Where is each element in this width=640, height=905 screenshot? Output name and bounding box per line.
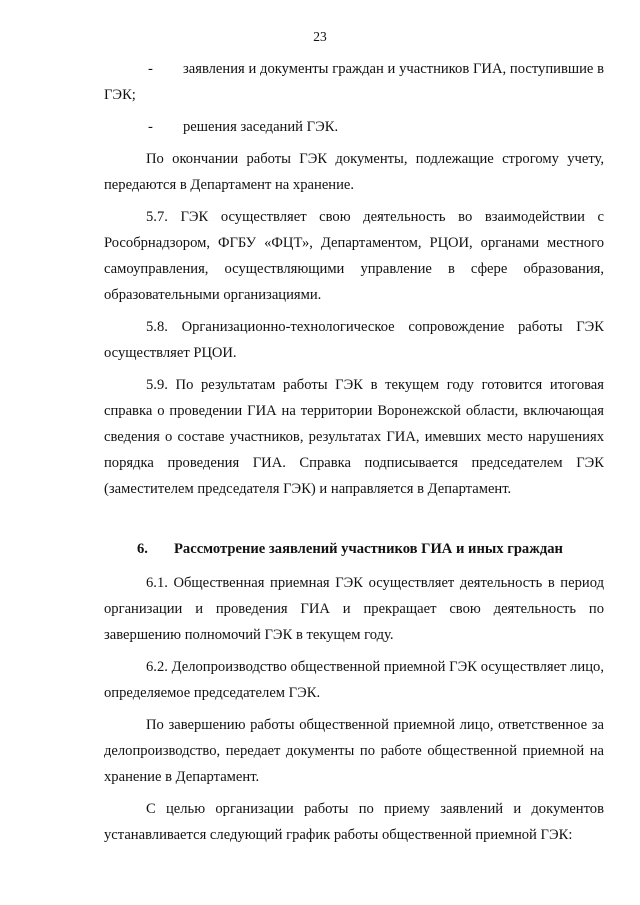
paragraph: По завершению работы общественной приемной лицо, ответственное за делопроизводство, передает документы по работе общественной приемной на хранение в Департамент. — [104, 717, 604, 785]
bullet-text: решения заседаний ГЭК. — [183, 119, 339, 135]
bullet-item — [104, 56, 604, 108]
bullet-marker: - — [148, 119, 153, 135]
bullet-marker: - — [148, 61, 153, 77]
paragraph-5-7: 5.7. ГЭК осуществляет свою деятельность во взаимодействии с Рособрнадзором, ФГБУ «ФЦТ», Департаментом, РЦОИ, органами местного самоуправления, осуществляющими управление в сфере образования, образовательными организациями. — [104, 209, 604, 303]
page-number: 23 — [313, 29, 327, 44]
paragraph-5-8: 5.8. Организационно-технологическое сопровождение работы ГЭК осуществляет РЦОИ. — [104, 319, 604, 361]
paragraph: По окончании работы ГЭК документы, подлежащие строгому учету, передаются в Департамент на хранение. — [104, 151, 604, 193]
paragraph-6-1: 6.1. Общественная приемная ГЭК осуществляет деятельность в период организации и проведения ГИА и прекращает свою деятельность по завершению полномочий ГЭК в текущем году. — [104, 575, 604, 643]
section-heading — [104, 536, 604, 562]
paragraph-5-9: 5.9. По результатам работы ГЭК в текущем году готовится итоговая справка о проведении ГИА на территории Воронежской области, включающая сведения о составе участников, результатах ГИА, имевших место нарушениях порядка проведения ГИА. Справка подписывается председателем ГЭК (заместителем председателя ГЭК) и направляется в Департамент. — [104, 377, 604, 497]
paragraph-6-2: 6.2. Делопроизводство общественной приемной ГЭК осуществляет лицо, определяемое председателем ГЭК. — [104, 659, 604, 701]
section-number: 6. — [137, 541, 148, 557]
bullet-text: заявления и документы граждан и участников ГИА, поступившие в ГЭК; — [104, 61, 604, 103]
bullet-item — [104, 114, 604, 140]
document-body — [104, 56, 604, 854]
section-title: Рассмотрение заявлений участников ГИА и иных граждан — [174, 541, 563, 557]
paragraph: С целью организации работы по приему заявлений и документов устанавливается следующий график работы общественной приемной ГЭК: — [104, 801, 604, 843]
